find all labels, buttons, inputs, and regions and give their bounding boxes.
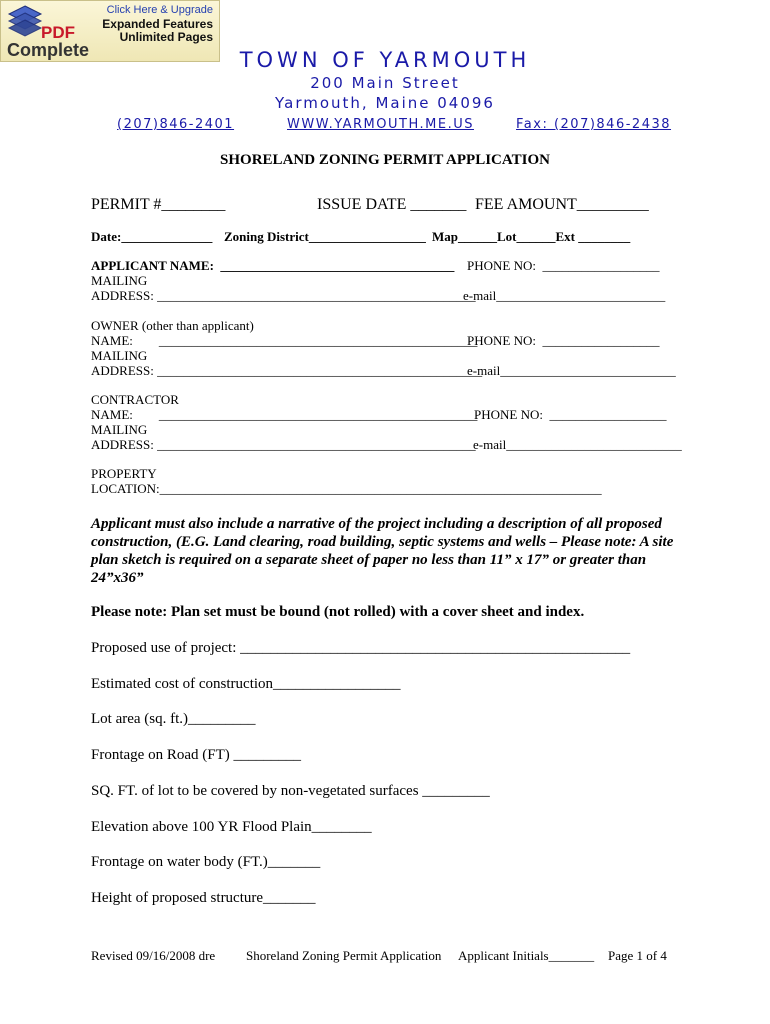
proposed-use-field[interactable]: Proposed use of project: ____________________________________________________	[91, 640, 631, 656]
contractor-mailing-label: MAILING	[91, 422, 148, 437]
owner-mailing-label: MAILING	[91, 348, 148, 363]
narrative-instructions: Applicant must also include a narrative of the project including a description of all proposed construction, (E.G. Land clearing, road building, septic systems and wells – Please note: A site plan sketch is required on a separate sheet of paper no less than 11” x 17” or greater than 24”x36”	[91, 516, 674, 586]
badge-complete-label: Complete	[7, 40, 90, 60]
owner-email-field[interactable]: e-mail___________________________	[467, 363, 676, 378]
contractor-heading: CONTRACTOR	[91, 392, 179, 407]
contractor-name-field[interactable]: NAME: _________________________________________________	[91, 407, 478, 422]
pdf-stack-icon	[7, 4, 43, 38]
badge-pdf-label: PDF	[41, 23, 75, 42]
plan-note: Please note: Plan set must be bound (not rolled) with a cover sheet and index.	[91, 604, 585, 620]
upgrade-link[interactable]: Click Here & Upgrade	[106, 4, 213, 16]
property-location-field[interactable]: LOCATION:____________________________________________________________________	[91, 481, 602, 496]
issue-date-field[interactable]: ISSUE DATE _______	[317, 196, 467, 213]
flood-plain-elevation-field[interactable]: Elevation above 100 YR Flood Plain________	[91, 819, 372, 835]
non-vegetated-area-field[interactable]: SQ. FT. of lot to be covered by non-vegetated surfaces _________	[91, 783, 490, 799]
water-frontage-field[interactable]: Frontage on water body (FT.)_______	[91, 854, 321, 870]
contractor-email-field[interactable]: e-mail___________________________	[473, 437, 682, 452]
footer-document-name: Shoreland Zoning Permit Application	[246, 948, 442, 963]
applicant-mailing-label: MAILING	[91, 273, 148, 288]
page-number: Page 1 of 4	[608, 948, 667, 963]
fee-amount-field[interactable]: FEE AMOUNT_________	[475, 196, 649, 213]
badge-feature-2: Unlimited Pages	[119, 30, 213, 44]
map-lot-ext-field[interactable]: Map______Lot______Ext ________	[432, 229, 631, 244]
date-field[interactable]: Date:______________	[91, 229, 213, 244]
phone-number: (207)846-2401	[117, 117, 235, 132]
badge-feature-1: Expanded Features	[102, 17, 213, 31]
owner-name-field[interactable]: NAME: _________________________________________________	[91, 333, 478, 348]
footer-revised: Revised 09/16/2008 dre	[91, 948, 216, 963]
applicant-address-field[interactable]: ADDRESS: _________________________________________________	[91, 288, 476, 303]
applicant-name-field[interactable]: APPLICANT NAME: ____________________________________	[91, 258, 455, 273]
applicant-email-field[interactable]: e-mail__________________________	[463, 288, 666, 303]
applicant-initials-field[interactable]: Applicant Initials_______	[458, 948, 595, 963]
zoning-district-field[interactable]: Zoning District__________________	[224, 229, 426, 244]
owner-heading: OWNER (other than applicant)	[91, 318, 254, 333]
street-address: 200 Main Street	[310, 74, 460, 92]
owner-address-field[interactable]: ADDRESS: __________________________________________________	[91, 363, 483, 378]
structure-height-field[interactable]: Height of proposed structure_______	[91, 890, 316, 906]
property-label: PROPERTY	[91, 466, 157, 481]
estimated-cost-field[interactable]: Estimated cost of construction_________________	[91, 676, 401, 692]
city-address: Yarmouth, Maine 04096	[275, 94, 495, 112]
owner-phone-field[interactable]: PHONE NO: __________________	[467, 333, 660, 348]
contractor-phone-field[interactable]: PHONE NO: __________________	[474, 407, 667, 422]
permit-number-field[interactable]: PERMIT #________	[91, 196, 226, 213]
form-title: SHORELAND ZONING PERMIT APPLICATION	[220, 152, 550, 168]
contractor-address-field[interactable]: ADDRESS: _________________________________________________	[91, 437, 476, 452]
fax-number: Fax: (207)846-2438	[516, 117, 672, 132]
applicant-phone-field[interactable]: PHONE NO: __________________	[467, 258, 660, 273]
road-frontage-field[interactable]: Frontage on Road (FT) _________	[91, 747, 301, 763]
lot-area-field[interactable]: Lot area (sq. ft.)_________	[91, 711, 256, 727]
town-title: TOWN OF YARMOUTH	[239, 48, 531, 72]
website-link[interactable]: WWW.YARMOUTH.ME.US	[287, 117, 474, 132]
